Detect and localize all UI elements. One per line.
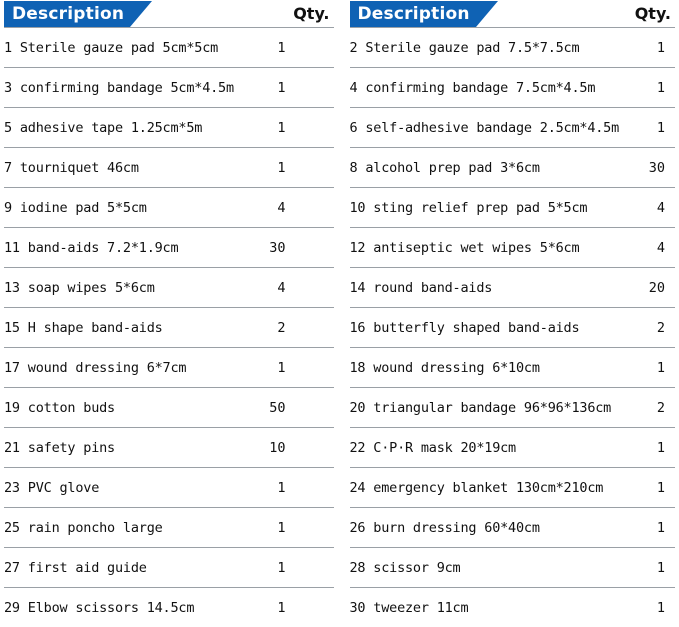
right-banner-arrow-icon: [476, 1, 498, 27]
table-row: [4, 147, 334, 187]
row-description: 24 emergency blanket 130cm*210cm: [349, 479, 604, 496]
table-row: [350, 67, 676, 107]
row-description: 20 triangular bandage 96*96*136cm: [349, 399, 612, 416]
table-row: [4, 587, 334, 627]
table-row: [4, 427, 334, 467]
right-description-banner: [350, 1, 476, 27]
row-qty: 4: [656, 199, 665, 216]
left-rows-container: [4, 27, 334, 627]
table-row: [350, 547, 676, 587]
table-row: [350, 267, 676, 307]
row-description: 8 alcohol prep pad 3*6cm: [349, 159, 540, 176]
row-qty: 1: [656, 119, 665, 136]
table-row: [4, 27, 334, 67]
row-qty: 1: [656, 439, 665, 456]
table-row: [4, 547, 334, 587]
table-row: [350, 467, 676, 507]
table-row: [4, 347, 334, 387]
row-description: 10 sting relief prep pad 5*5cm: [349, 199, 588, 216]
left-header-row: [4, 0, 334, 27]
row-description: 14 round band-aids: [349, 279, 493, 296]
left-description-header-label: Description: [12, 3, 125, 24]
row-description: 29 Elbow scissors 14.5cm: [4, 599, 195, 616]
table-row: [350, 27, 676, 67]
row-description: 26 burn dressing 60*40cm: [349, 519, 540, 536]
row-description: 21 safety pins: [4, 439, 115, 456]
row-qty: 1: [656, 519, 665, 536]
table-row: [4, 227, 334, 267]
left-banner-arrow-icon: [130, 1, 152, 27]
row-description: 3 confirming bandage 5cm*4.5m: [4, 79, 234, 96]
table-row: [350, 307, 676, 347]
row-qty: 10: [269, 439, 286, 456]
row-description: 4 confirming bandage 7.5cm*4.5m: [349, 79, 596, 96]
right-column: [340, 0, 679, 627]
table-row: [4, 307, 334, 347]
table-row: [350, 507, 676, 547]
row-description: 6 self-adhesive bandage 2.5cm*4.5m: [349, 119, 620, 136]
row-description: 18 wound dressing 6*10cm: [349, 359, 540, 376]
row-qty: 20: [648, 279, 665, 296]
row-description: 2 Sterile gauze pad 7.5*7.5cm: [349, 39, 580, 56]
row-qty: 2: [656, 399, 665, 416]
row-qty: 1: [277, 599, 286, 616]
table-row: [4, 187, 334, 227]
row-description: 9 iodine pad 5*5cm: [4, 199, 147, 216]
row-qty: 1: [656, 39, 665, 56]
left-qty-header-label: Qty.: [293, 4, 330, 23]
row-qty: 1: [277, 119, 286, 136]
table-row: [350, 107, 676, 147]
row-description: 16 butterfly shaped band-aids: [349, 319, 580, 336]
table-row: [350, 387, 676, 427]
table-row: [4, 467, 334, 507]
table-row: [4, 387, 334, 427]
row-qty: 1: [277, 79, 286, 96]
left-description-banner: [4, 1, 130, 27]
row-description: 13 soap wipes 5*6cm: [4, 279, 155, 296]
row-qty: 4: [277, 279, 286, 296]
row-qty: 1: [656, 79, 665, 96]
right-rows-container: [350, 27, 676, 627]
row-description: 28 scissor 9cm: [349, 559, 461, 576]
row-qty: 1: [277, 519, 286, 536]
row-description: 30 tweezer 11cm: [349, 599, 469, 616]
row-qty: 1: [656, 559, 665, 576]
row-description: 19 cotton buds: [4, 399, 115, 416]
table-row: [350, 227, 676, 267]
table-row: [350, 427, 676, 467]
row-qty: 4: [656, 239, 665, 256]
row-qty: 2: [656, 319, 665, 336]
row-qty: 1: [277, 479, 286, 496]
row-description: 25 rain poncho large: [4, 519, 163, 536]
row-description: 15 H shape band-aids: [4, 319, 163, 336]
row-qty: 2: [277, 319, 286, 336]
table-row: [350, 147, 676, 187]
row-description: 1 Sterile gauze pad 5cm*5cm: [4, 39, 219, 56]
table-row: [350, 187, 676, 227]
row-qty: 1: [656, 359, 665, 376]
row-qty: 50: [269, 399, 286, 416]
row-description: 23 PVC glove: [4, 479, 100, 496]
row-description: 17 wound dressing 6*7cm: [4, 359, 187, 376]
row-qty: 1: [656, 599, 665, 616]
row-description: 5 adhesive tape 1.25cm*5m: [4, 119, 203, 136]
table-row: [4, 107, 334, 147]
row-qty: 1: [277, 159, 286, 176]
row-qty: 30: [269, 239, 286, 256]
right-qty-header-label: Qty.: [634, 4, 671, 23]
table-row: [4, 67, 334, 107]
table-row: [350, 587, 676, 627]
row-description: 12 antiseptic wet wipes 5*6cm: [349, 239, 580, 256]
row-description: 27 first aid guide: [4, 559, 147, 576]
row-qty: 1: [277, 559, 286, 576]
right-description-header-label: Description: [357, 3, 470, 24]
row-qty: 4: [277, 199, 286, 216]
row-qty: 1: [656, 479, 665, 496]
table-row: [4, 267, 334, 307]
row-qty: 1: [277, 39, 286, 56]
right-header-row: [350, 0, 676, 27]
row-qty: 30: [648, 159, 665, 176]
table-row: [350, 347, 676, 387]
row-qty: 1: [277, 359, 286, 376]
row-description: 22 C·P·R mask 20*19cm: [349, 439, 516, 456]
row-description: 11 band-aids 7.2*1.9cm: [4, 239, 179, 256]
table-row: [4, 507, 334, 547]
row-description: 7 tourniquet 46cm: [4, 159, 139, 176]
